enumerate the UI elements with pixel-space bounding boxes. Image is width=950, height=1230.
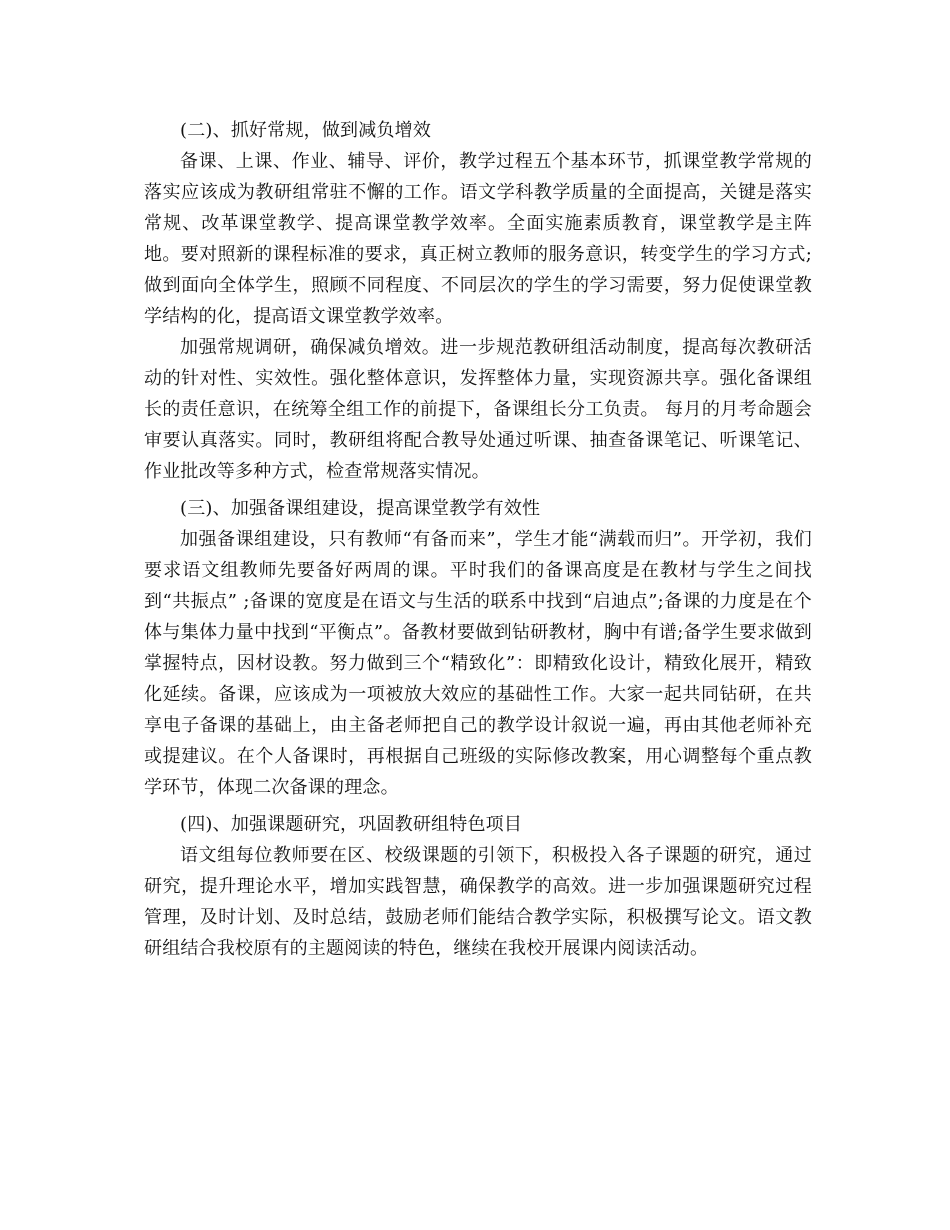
section-heading-4: (四)、加强课题研究，巩固教研组特色项目 [180,814,523,835]
section-heading-3: (三)、加强备课组建设，提高课堂教学有效性 [180,498,541,519]
paragraph-topic-research: 语文组每位教师要在区、校级课题的引领下，积极投入各子课题的研究，通过研究，提升理论水平，增加实践智慧，确保教学的高效。进一步加强课题研究过程管理，及时计划、及时总结，鼓励老师们能结合教学实际，积极撰写论文。语文教研组结合我校原有的主题阅读的特色，继续在我校开展课内阅读活动。 [144,845,812,959]
paragraph-research: 加强常规调研，确保减负增效。进一步规范教研组活动制度，提高每次教研活动的针对性、实效性。强化整体意识，发挥整体力量，实现资源共享。强化备课组长的责任意识，在统筹全组工作的前提下，备课组长分工负责。 每月的月考命题会审要认真落实。同时，教研组将配合教导处通过听课、抽查备课笔记、听课笔记、作业批改等多种方式，检查常规落实情况。 [144,337,812,482]
document-body [144,115,812,964]
paragraph-routine: 备课、上课、作业、辅导、评价，教学过程五个基本环节，抓课堂教学常规的落实应该成为教研组常驻不懈的工作。语文学科教学质量的全面提高，关键是落实常规、改革课堂教学、提高课堂教学效率。全面实施素质教育，课堂教学是主阵地。要对照新的课程标准的要求，真正树立教师的服务意识，转变学生的学习方式;做到面向全体学生，照顾不同程度、不同层次的学生的学习需要，努力促使课堂教学结构的化，提高语文课堂教学效率。 [144,151,812,327]
paragraph-lesson-prep: 加强备课组建设，只有教师“有备而来”，学生才能“满载而归”。开学初，我们要求语文组教师先要备好两周的课。平时我们的备课高度是在教材与学生之间找到“共振点” ;备课的宽度是在语文与生活的联系中找到“启迪点”;备课的力度是在个体与集体力量中找到“平衡点”。备教材要做到钻研教材，胸中有谱;备学生要求做到掌握特点，因材设教。努力做到三个“精致化”：即精致化设计，精致化展开，精致化延续。备课，应该成为一项被放大效应的基础性工作。大家一起共同钻研，在共享电子备课的基础上，由主备老师把自己的教学设计叙说一遍，再由其他老师补充或提建议。在个人备课时，再根据自己班级的实际修改教案，用心调整每个重点教学环节，体现二次备课的理念。 [144,529,812,798]
section-heading-2: (二)、抓好常规，做到减负增效 [180,120,432,141]
